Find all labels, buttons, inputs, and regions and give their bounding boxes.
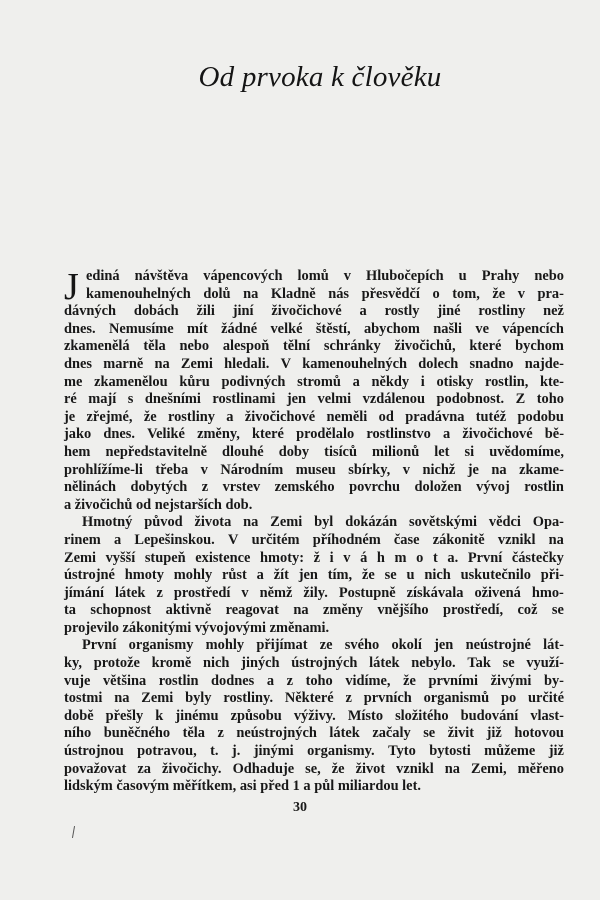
text-line: nělinách dobytých z vrstev zemského povrchu doložen vývoj rostlin — [64, 479, 564, 496]
text-line: ta schopnost aktivně reagovat na změny vnějšího prostředí, což se — [64, 602, 564, 619]
text-line: době přešly k jinému způsobu výživy. Místo složitého budování vlast- — [64, 707, 564, 724]
text-line: projevilo zákonitými vývojovými změnami. — [64, 619, 330, 636]
text-line: hem nepředstavitelně dlouhé doby tisíců milionů let si uvědomíme, — [64, 443, 564, 460]
text-line: me zkamenělou kůru podivných stromů a někdy i otisky rostlin, kte- — [64, 373, 564, 390]
text-line: jako dnes. Veliké změny, které prodělalo rostlinstvo a živočichové bě- — [64, 426, 564, 443]
text-line: zkamenělá těla nebo alespoň tělní schránky živočichů, které bychom — [64, 338, 564, 355]
text-line: ré mají s dnešními rostlinami jen velmi vzdálenou podobnost. Z toho — [64, 391, 564, 408]
text-line: rinem a Lepešinskou. V určitém příhodném čase zákonitě vznikl na — [64, 531, 564, 548]
text-line: ky, protože kromě nich jiných ústrojných látek nebylo. Tak se využí- — [64, 655, 564, 672]
text-line: a živočichů od nejstarších dob. — [64, 496, 253, 513]
text-line: tostmi na Zemi byly rostliny. Některé z prvních organismů po určité — [64, 690, 564, 707]
chapter-title: Od prvoka k člověku — [198, 61, 442, 94]
text-line: dnes. Nemusíme mít žádné velké štěstí, abychom našli ve vápencích — [64, 320, 564, 337]
text-line: prohlížíme-li třeba v Národním museu sbírky, v nichž je na zkame- — [64, 461, 564, 478]
text-line: ústrojné hmoty mohly růst a žít jen tím, že se u nich uskutečnilo při- — [64, 567, 564, 584]
text-line: kamenouhelných dolů na Kladně nás přesvědčí o tom, že v pra- — [86, 285, 564, 302]
body-text — [64, 268, 564, 796]
text-line: ního buněčného těla z neústrojných látek začaly se živit již hotovou — [64, 725, 564, 742]
text-line: Zemi vyšší stupeň existence hmoty: ž i v á h m o t a. První částečky — [64, 549, 564, 566]
print-mark — [72, 826, 75, 838]
page-number: 30 — [293, 800, 307, 815]
text-line: lidským časovým měřítkem, asi před 1 a půl miliardou let. — [64, 778, 421, 795]
text-line: považovat za živočichy. Odhaduje se, že život vznikl na Zemi, měřeno — [64, 760, 564, 777]
text-line: vuje většina rostlin dodnes a z toho vidíme, že prvními živými by- — [64, 672, 564, 689]
text-line: ústrojnou potravou, t. j. jinými organismy. Tyto bytosti můžeme již — [64, 743, 564, 760]
text-line: První organismy mohly přijímat ze svého okolí jen neústrojné lát- — [82, 637, 564, 654]
drop-cap: J — [64, 266, 79, 308]
text-line: dnes marně na Zemi hledali. V kamenouhelných dolech snadno najde- — [64, 355, 564, 372]
text-line: ediná návštěva vápencových lomů v Hlubočepích u Prahy nebo — [86, 268, 564, 284]
text-line: dávných dobách žili jiní živočichové a rostly jiné rostliny než — [64, 303, 564, 320]
text-line: jímání látek z prostředí v němž žily. Postupně získávala oživená hmo- — [64, 584, 564, 601]
text-line: Hmotný původ života na Zemi byl dokázán sovětskými vědci Opa- — [82, 514, 564, 531]
text-line: je zřejmé, že rostliny a živočichové neměli od pradávna tutéž podobu — [64, 408, 564, 425]
